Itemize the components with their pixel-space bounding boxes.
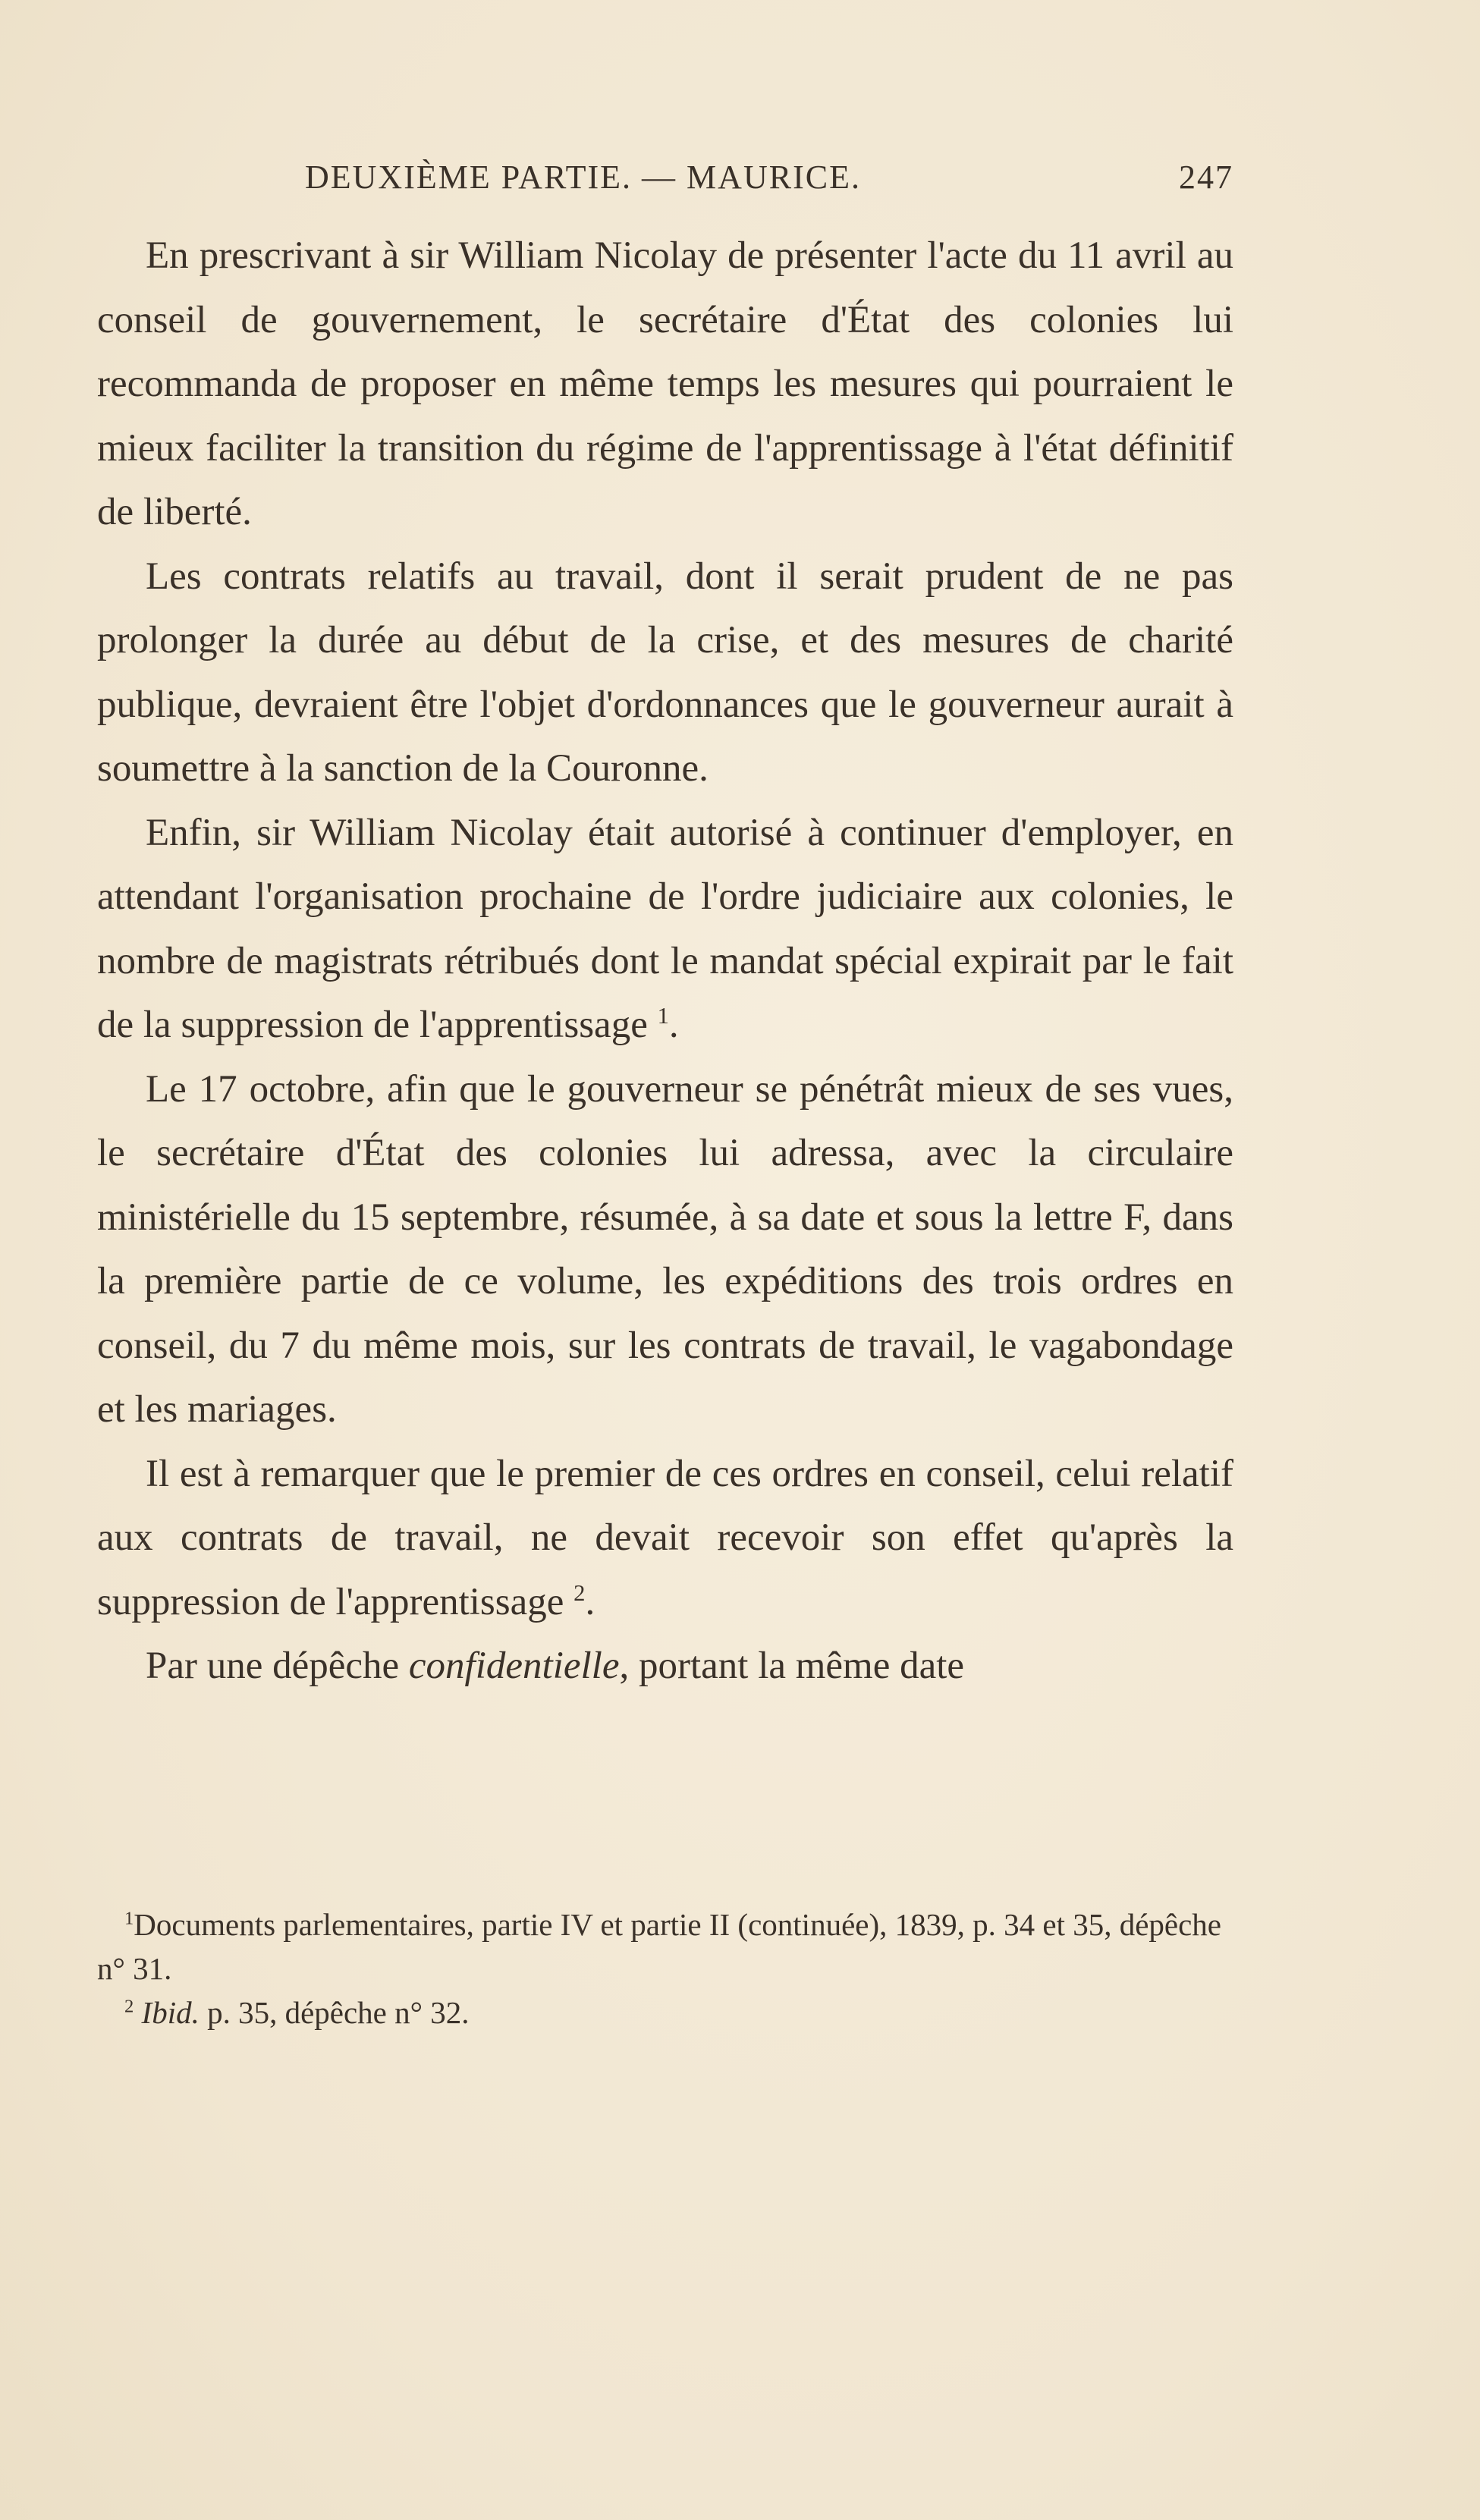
footnote-ref-2: 2: [573, 1579, 586, 1606]
paragraph-4: Le 17 octobre, afin que le gouverneur se pénétrât mieux de ses vues, le secrétaire d'État des colonies lui adressa, avec la circulaire ministérielle du 15 septembre, résumée, à sa date et sous la lettre F, dans la première partie de ce volume, les expéditions des trois ordres en conseil, du 7 du même mois, sur les contrats de travail, le vagabondage et les mariages.: [97, 1067, 1233, 1431]
footnote-1-text: Documents parlementaires, partie IV et partie II (continuée), 1839, p. 34 et 35, dépêche n° 31.: [97, 1907, 1221, 1986]
paragraph-3: [97, 801, 1233, 1057]
paragraph-6: [97, 1634, 1233, 1698]
paragraph-3-end: .: [668, 1004, 679, 1046]
footnote-2-emphasis: Ibid.: [141, 1995, 200, 2030]
paragraph-5-end: .: [585, 1580, 595, 1623]
footnote-ref-1: 1: [657, 1003, 669, 1029]
footnote-1-mark: 1: [124, 1908, 134, 1929]
main-text: [97, 224, 1233, 1698]
running-header: [305, 158, 1233, 203]
footnote-2-text: p. 35, dépêche n° 32.: [199, 1995, 470, 2030]
footnote-2: [97, 1991, 1233, 2035]
paragraph-1: En prescrivant à sir William Nicolay de présenter l'acte du 11 avril au conseil de gouvernement, le secrétaire d'État des colonies lui recommanda de proposer en même temps les mesures qui pourraient le mieux faciliter la transition du régime de l'apprentissage à l'état définitif de liberté.: [97, 234, 1233, 533]
paragraph-5-text: Il est à remarquer que le premier de ces ordres en conseil, celui relatif aux contrats de travail, ne devait recevoir son effet qu'après la suppression de l'apprentissage: [97, 1452, 1233, 1623]
paragraph-6-emphasis: confidentielle: [408, 1645, 620, 1687]
running-title: DEUXIÈME PARTIE. — MAURICE.: [305, 159, 861, 196]
paragraph-6-after: , portant la même date: [619, 1645, 965, 1687]
page-number: 247: [1179, 159, 1233, 196]
footnotes: [97, 1903, 1233, 2035]
paragraph-6-before: Par une dépêche: [146, 1645, 409, 1687]
paragraph-3-text: Enfin, sir William Nicolay était autorisé à continuer d'employer, en attendant l'organisation prochaine de l'ordre judiciaire aux colonies, le nombre de magistrats rétribués dont le mandat spécial expirait par le fait de la suppression de l'apprentissage: [97, 811, 1233, 1046]
paragraph-5: [97, 1442, 1233, 1635]
footnote-2-mark: 2: [124, 1996, 134, 2017]
footnote-1: [97, 1903, 1233, 1991]
paragraph-2: Les contrats relatifs au travail, dont il serait prudent de ne pas prolonger la durée au début de la crise, et des mesures de charité publique, devraient être l'objet d'ordonnances que le gouverneur aurait à soumettre à la sanction de la Couronne.: [97, 555, 1233, 790]
